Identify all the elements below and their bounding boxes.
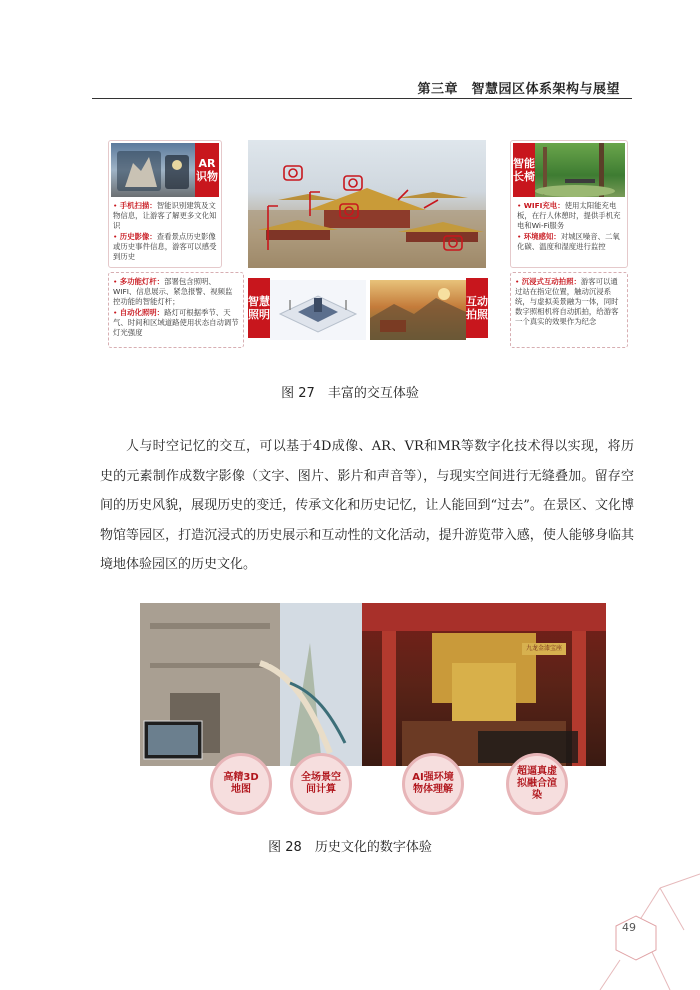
list-item: • 环境感知：对城区噪音、二氧化碳、温度和湿度进行监控 — [517, 232, 620, 251]
interactive-photo-image — [370, 280, 466, 340]
photo-bullets — [515, 277, 623, 328]
throne-sign-label: 九龙金漆宝座 — [525, 645, 562, 652]
list-item: • 沉浸式互动拍照：游客可以通过站在指定位置，触动沉浸系统，与虚拟美景融为一体，同时数字照相机将自动抓拍，给游客一个真实的效果作为纪念 — [515, 277, 619, 326]
bench-bullets — [517, 201, 623, 253]
grotto-ar-image — [140, 603, 362, 766]
ar-bullets — [113, 201, 217, 263]
bubble-ai-environment-understanding: AI强环境物体理解 — [402, 753, 464, 815]
bench-panel — [510, 140, 628, 268]
lighting-bullets — [113, 277, 239, 339]
body-paragraph — [100, 432, 634, 580]
palace-aerial-image — [248, 140, 486, 268]
chapter-title: 第三章 智慧园区体系架构与展望 — [417, 82, 620, 97]
lighting-text-panel — [108, 272, 244, 348]
list-item: • 自动化照明：路灯可根据季节、天气、时间和区域道路使用状态自动调节灯光强度 — [113, 308, 239, 337]
ar-panel — [108, 140, 222, 268]
bench-tag: 智能长椅 — [513, 143, 535, 197]
figure-28 — [140, 603, 606, 801]
park-bench-image — [535, 143, 625, 197]
bubble-virtual-fusion-rendering: 超逼真虚拟融合渲染 — [506, 753, 568, 815]
ar-scan-image — [111, 143, 195, 197]
lighting-tag: 智慧照明 — [248, 278, 270, 338]
list-item: • 多功能灯杆：部署包含照明、WIFI、信息展示、紧急报警、视频监控功能的智能灯杆； — [113, 277, 233, 306]
list-item: • 历史影像：查看景点历史影像或历史事件信息，游客可以感受到历史 — [113, 232, 217, 261]
photo-text-panel — [510, 272, 628, 348]
figure-27 — [108, 140, 626, 352]
page-number: 49 — [622, 920, 636, 934]
list-item: • WIFI充电：使用太阳能充电板，在行人休憩时，提供手机充电和Wi-Fi服务 — [517, 201, 621, 230]
photo-tag: 互动拍照 — [466, 278, 488, 338]
ar-tag: AR识物 — [195, 143, 219, 197]
bubble-spatial-computing: 全场景空间计算 — [290, 753, 352, 815]
header-divider — [92, 98, 632, 99]
throne-hall-image — [362, 603, 606, 766]
paragraph-text: 人与时空记忆的交互，可以基于4D成像、AR、VR和MR等数字化技术得以实现，将历史的元素制作成数字影像（文字、图片、影片和声音等），与现实空间进行无缝叠加。留存空间的历史风貌，展现历史的变迁，传承文化和历史记忆，让人能回到“过去”。在景区、文化博物馆等园区，打造沉浸式的历史展示和互动性的文化活动，提升游览带入感，使人能够身临其境地体验园区的历史文化。 — [100, 439, 634, 572]
lighting-isometric-image — [270, 280, 366, 340]
figure-27-caption: 图 27 丰富的交互体验 — [281, 386, 419, 401]
bubble-hd-3d-map: 高精3D地图 — [210, 753, 272, 815]
figure-28-caption: 图 28 历史文化的数字体验 — [268, 840, 432, 855]
list-item: • 手机扫描：智能识别建筑及文物信息，让游客了解更多文化知识 — [113, 201, 217, 230]
